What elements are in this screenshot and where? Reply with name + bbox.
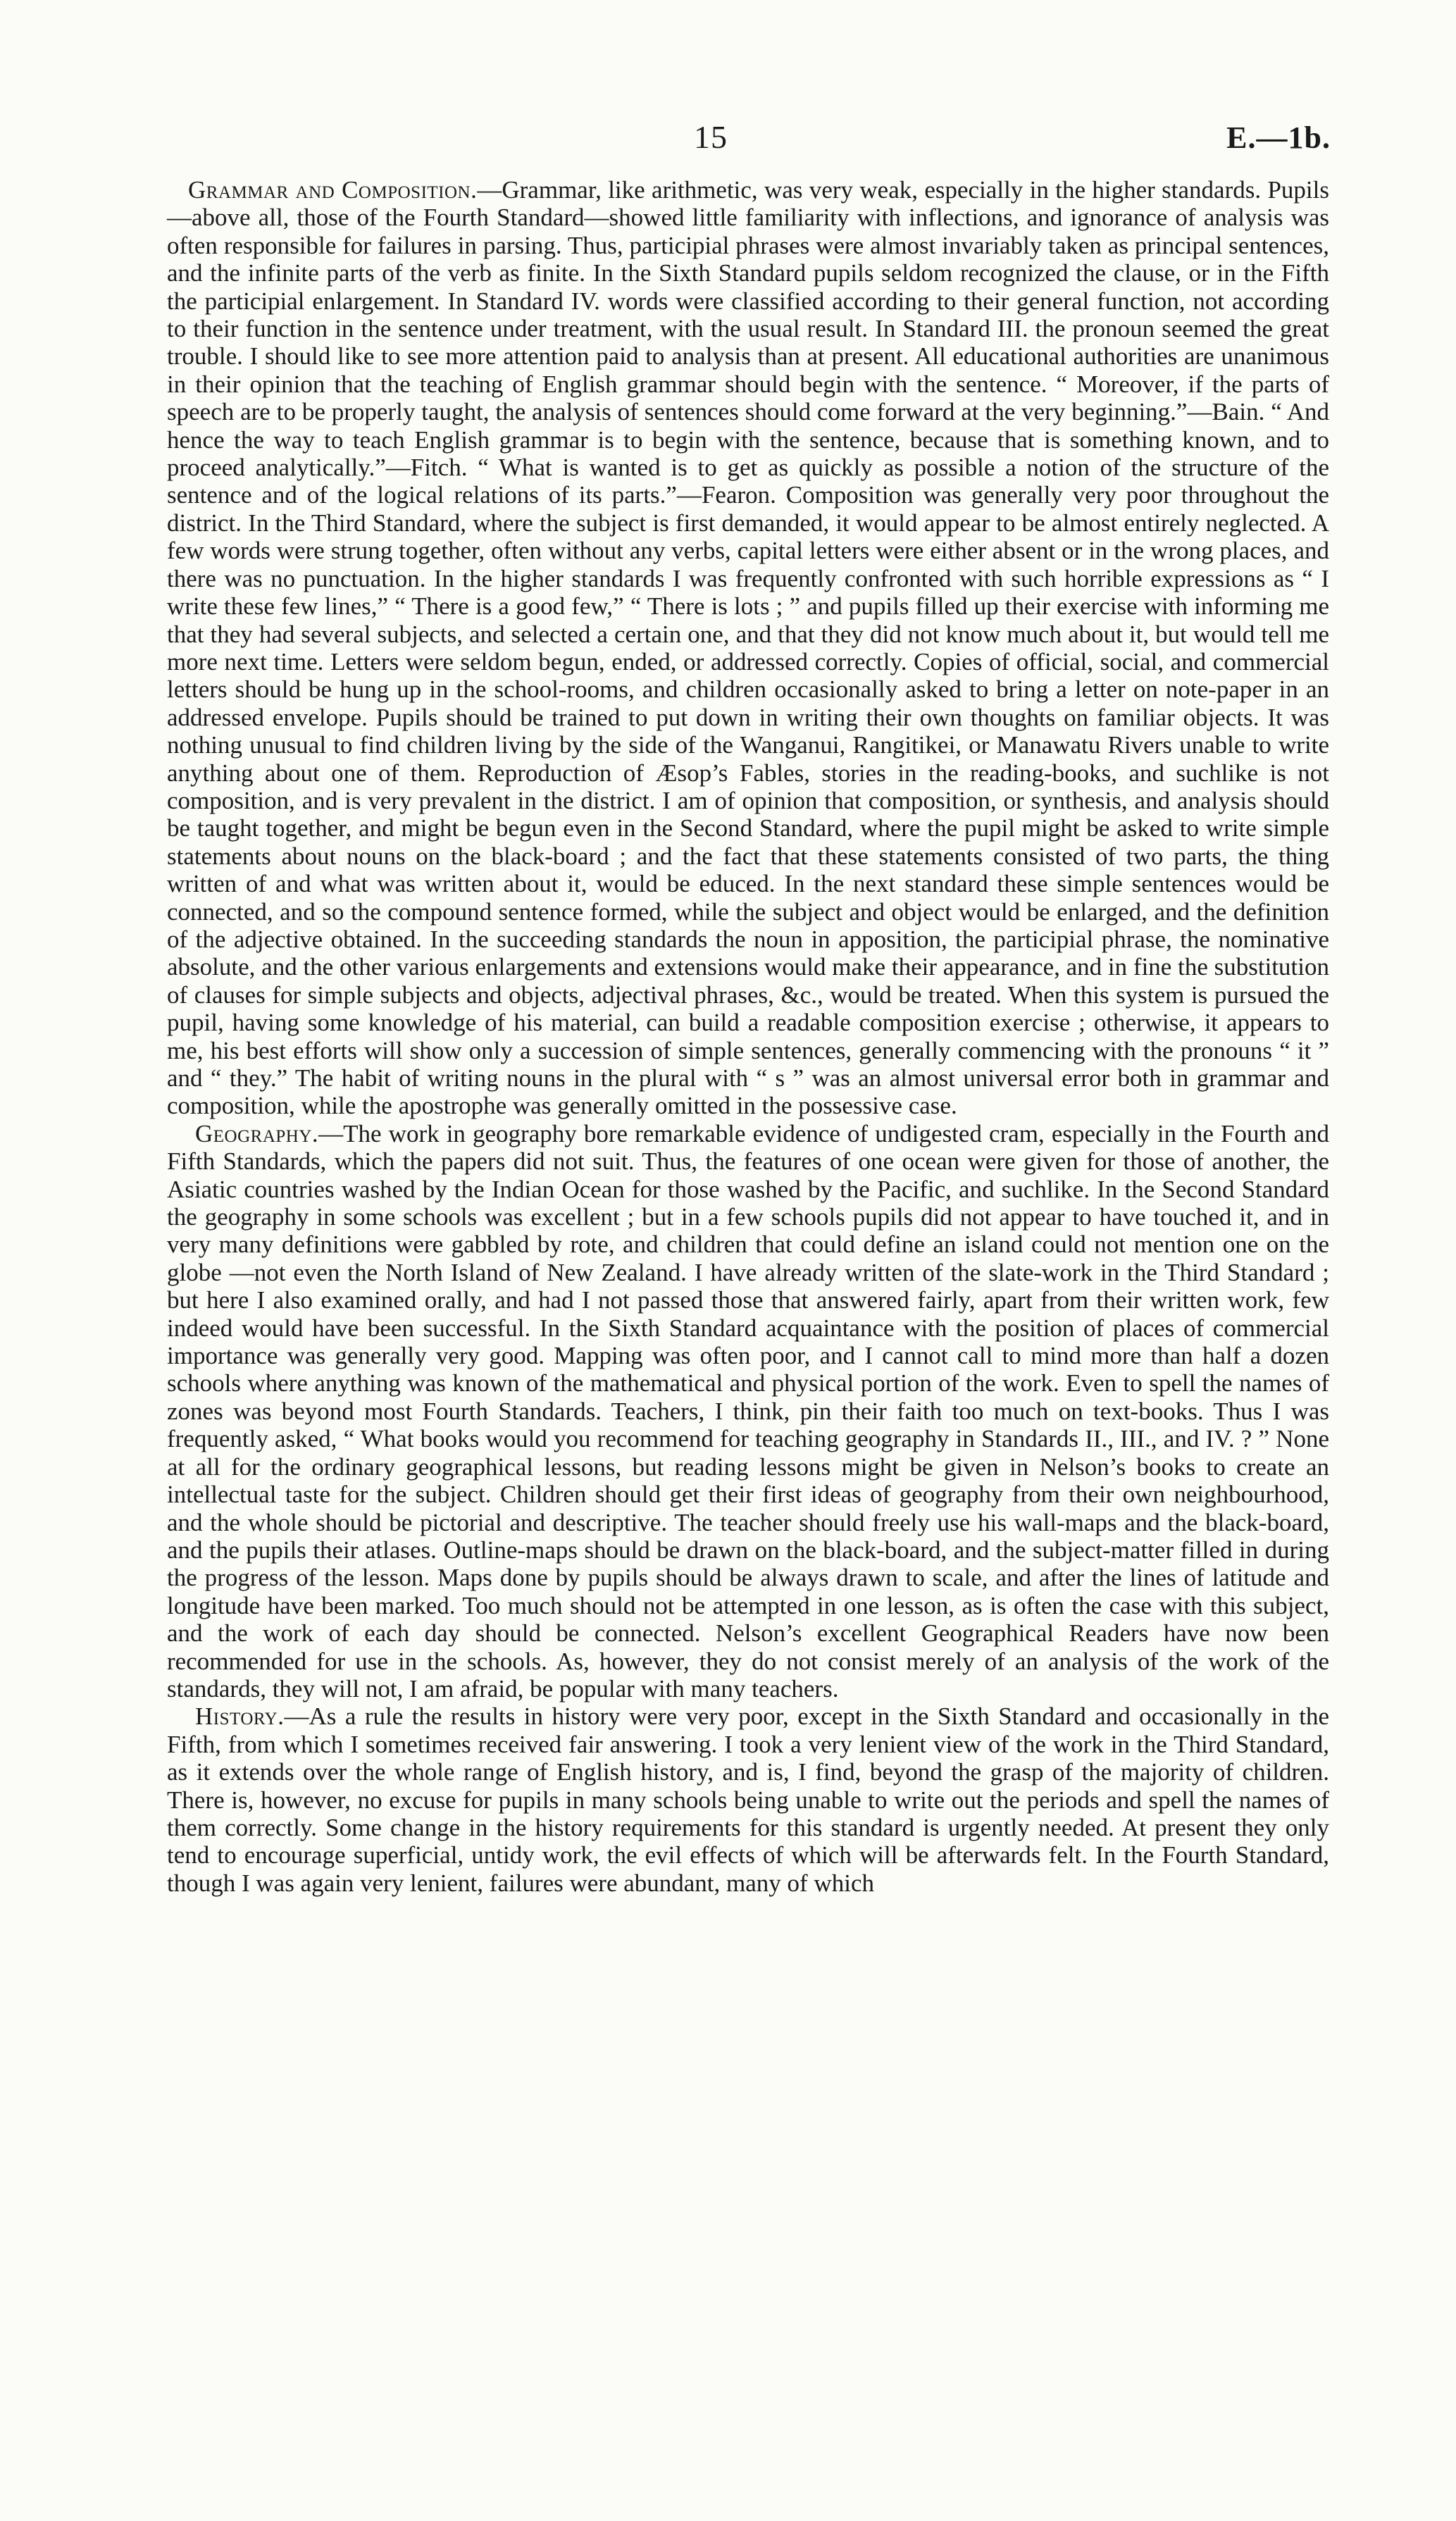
section-heading: Grammar and Composition.: [188, 176, 478, 204]
section-text: —Grammar, like arithmetic, was very weak, especially in the higher standards. Pupils—above all, those of the Fourth Standard—showed little familiarity with inflections, and ignorance of analysis was often responsible for failures in parsing. Thus, participial phrases were almost invariably taken as principal sentences, and the infinite parts of the verb as finite. In the Sixth Standard pupils seldom recognized the clause, or in the Fifth the participial enlargement. In Standard IV. words were classified according to their general function, not according to their function in the sentence under treatment, with the usual result. In Standard III. the pronoun seemed the great trouble. I should like to see more attention paid to analysis than at present. All educational authorities are unanimous in their opinion that the teaching of English grammar should begin with the sentence. “ Moreover, if the parts of speech are to be properly taught, the analysis of sentences should come forward at the very beginning.”—Bain. “ And hence the way to teach English grammar is to begin with the sentence, because that is something known, and to proceed analytically.”—Fitch. “ What is wanted is to get as quickly as possible a notion of the structure of the sentence and of the logical relations of its parts.”—Fearon. Composition was generally very poor throughout the district. In the Third Standard, where the subject is first demanded, it would appear to be almost entirely neglected. A few words were strung together, often without any verbs, capital letters were either absent or in the wrong places, and there was no punctuation. In the higher standards I was frequently confronted with such horrible expressions as “ I write these few lines,” “ There is a good few,” “ There is lots ; ” and pupils filled up their exercise with informing me that they had several subjects, and selected a certain one, and that they did not know much about it, but would tell me more next time. Letters were seldom begun, ended, or addressed correctly. Copies of official, social, and commercial letters should be hung up in the school-rooms, and children occasionally asked to bring a letter on note-paper in an addressed envelope. Pupils should be trained to put down in writing their own thoughts on familiar objects. It was nothing unusual to find children living by the side of the Wanganui, Rangitikei, or Manawatu Rivers unable to write anything about one of them. Reproduction of Æsop’s Fables, stories in the reading-books, and suchlike is not composition, and is very prevalent in the district. I am of opinion that composition, or synthesis, and analysis should be taught together, and might be begun even in the Second Standard, where the pupil might be asked to write simple statements about nouns on the black-board ; and the fact that these statements consisted of two parts, the thing written of and what was written about it, would be educed. In the next standard these simple sentences would be connected, and so the compound sentence formed, while the subject and object would be enlarged, and the definition of the adjective obtained. In the succeeding standards the noun in apposition, the participial phrase, the nominative absolute, and the other various enlargements and extensions would make their appearance, and in fine the substitution of clauses for simple subjects and objects, adjectival phrases, &c., would be treated. When this system is pursued the pupil, having some knowledge of his material, can build a readable composition exercise ; otherwise, it appears to me, his best efforts will show only a succession of simple sentences, generally commencing with the pronouns “ it ” and “ they.” The habit of writing nouns in the plural with “ s ” was an almost universal error both in grammar and composition, while the apostrophe was generally omitted in the possessive case.: [167, 176, 1330, 1120]
body-text: [167, 176, 1329, 1897]
section-text: —As a rule the results in history were very poor, except in the Sixth Standard and occasionally in the Fifth, from which I sometimes received fair answering. I took a very lenient view of the work in the Third Standard, as it extends over the whole range of English history, and is, I find, beyond the grasp of the majority of children. There is, however, no excuse for pupils in many schools being unable to write out the periods and spell the names of them correctly. Some change in the history requirements for this standard is urgently needed. At present they only tend to encourage superficial, untidy work, the evil effects of which will be afterwards felt. In the Fourth Standard, though I was again very lenient, failures were abundant, many of which: [167, 1703, 1329, 1897]
section-text: —The work in geography bore remarkable evidence of undigested cram, especially in the Fourth and Fifth Standards, which the papers did not suit. Thus, the features of one ocean were given for those of another, the Asiatic countries washed by the Indian Ocean for those washed by the Pacific, and suchlike. In the Second Standard the geography in some schools was excellent ; but in a few schools pupils did not appear to have touched it, and in very many definitions were gabbled by rote, and children that could define an island could not mention one on the globe —not even the North Island of New Zealand. I have already written of the slate-work in the Third Standard ; but here I also examined orally, and had I not passed those that answered fairly, apart from their written work, few indeed would have been successful. In the Sixth Standard acquaintance with the position of places of commercial importance was generally very good. Mapping was often poor, and I cannot call to mind more than half a dozen schools where anything was known of the mathematical and physical portion of the work. Even to spell the names of zones was beyond most Fourth Standards. Teachers, I think, pin their faith too much on text-books. Thus I was frequently asked, “ What books would you recommend for teaching geography in Standards II., III., and IV. ? ” None at all for the ordinary geographical lessons, but reading lessons might be given in Nelson’s books to create an intellectual taste for the subject. Children should get their first ideas of geography from their own neighbourhood, and the whole should be pictorial and descriptive. The teacher should freely use his wall-maps and the black-board, and the pupils their atlases. Outline-maps should be drawn on the black-board, and the subject-matter filled in during the progress of the lesson. Maps done by pupils should be always drawn to scale, and after the lines of latitude and longitude have been marked. Too much should not be attempted in one lesson, as is often the case with this subject, and the work of each day should be connected. Nelson’s excellent Geographical Readers have now been recommended for use in the schools. As, however, they do not consist merely of an analysis of the work of the standards, they will not, I am afraid, be popular with many teachers.: [167, 1119, 1329, 1703]
page-number: 15: [694, 119, 728, 155]
section-grammar-composition: [167, 176, 1329, 1120]
page-header: [0, 118, 1456, 175]
section-heading: History.: [195, 1703, 285, 1731]
section-heading: Geography.: [195, 1119, 319, 1147]
section-geography: [167, 1120, 1329, 1703]
section-history: [167, 1703, 1329, 1897]
document-series-code: E.—1b.: [1226, 120, 1331, 155]
